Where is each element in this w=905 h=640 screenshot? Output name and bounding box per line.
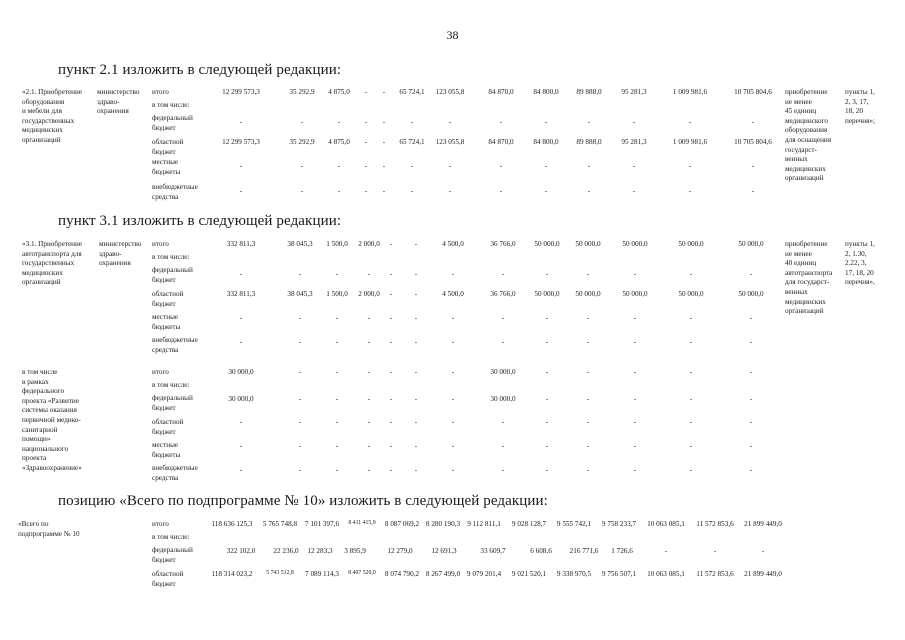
blockproj-obl-6: - [451, 418, 455, 426]
blockvsego-fed-7: 6 608,6 [530, 547, 552, 555]
row-label-fed: федеральный бюджет [152, 114, 193, 132]
blockproj-fed-5: - [414, 395, 418, 403]
blockproj-obl-7: - [501, 418, 505, 426]
block31-mest-8: - [545, 314, 549, 322]
block31-mest-5: - [414, 314, 418, 322]
block31-mest-2: - [335, 314, 339, 322]
block31-mest-1: - [298, 314, 302, 322]
page-number: 38 [446, 28, 459, 42]
block21-obl-11: 1 009 981,6 [672, 138, 708, 146]
block21-mest-9: - [587, 162, 591, 170]
block21-mest-7: - [499, 162, 503, 170]
blockproj-obl-10: - [633, 418, 637, 426]
row-label-vneb: внебюджетные средства [152, 183, 198, 201]
blockproj-mest-9: - [586, 442, 590, 450]
block31-fed-7: - [501, 270, 505, 278]
block31-fed-9: - [586, 270, 590, 278]
row-label-itogo: итого [152, 240, 169, 248]
blockvsego-itogo-7: 9 028 128,7 [511, 520, 547, 528]
blockproj-fed-8: - [545, 395, 549, 403]
block31-result: приобретение не менее 40 единиц автотранспорта для государст- венных медицинских организаций [785, 240, 833, 316]
block31-obl-8: 50 000,0 [534, 290, 560, 298]
row-label-vtom: в том числе: [152, 101, 190, 109]
blockproj-itogo-11: - [689, 368, 693, 376]
blockproj-vneb-9: - [586, 466, 590, 474]
block31-vneb-4: - [389, 338, 393, 346]
block21-vneb-4: - [382, 187, 386, 195]
block21-itogo-11: 1 009 981,6 [672, 88, 708, 96]
block21-fed-9: - [587, 118, 591, 126]
block31-vneb-12: - [749, 338, 753, 346]
row-label-fed: федеральный бюджет [152, 394, 193, 412]
block31-itogo-5: - [414, 240, 418, 248]
blockproj-obl-11: - [689, 418, 693, 426]
block31-itogo-3: 2 000,0 [358, 240, 380, 248]
blockproj-mest-6: - [451, 442, 455, 450]
block31-itogo-1: 38 045,3 [287, 240, 313, 248]
block21-mest-5: - [410, 162, 414, 170]
block21-mest-2: - [337, 162, 341, 170]
blockvsego-itogo-1: 5 765 748,8 [262, 520, 298, 528]
block21-itogo-6: 123 055,8 [435, 88, 465, 96]
block31-itogo-7: 36 766,0 [490, 240, 516, 248]
block31-mest-4: - [389, 314, 393, 322]
row-label-vtom: в том числе: [152, 533, 190, 541]
block31-vneb-0: - [239, 338, 243, 346]
block21-vneb-10: - [632, 187, 636, 195]
blockproj-itogo-7: 30 000,0 [490, 368, 516, 376]
block31-vneb-9: - [586, 338, 590, 346]
blockvsego-itogo-8: 9 555 742,1 [556, 520, 592, 528]
blockvsego-itogo-2: 7 101 397,6 [304, 520, 340, 528]
block21-mest-8: - [544, 162, 548, 170]
block31-fed-1: - [298, 270, 302, 278]
block21-vneb-5: - [410, 187, 414, 195]
block21-itogo-8: 84 800,0 [533, 88, 559, 96]
blockvsego-itogo-0: 118 636 125,3 [211, 520, 253, 528]
block21-itogo-12: 10 705 804,6 [734, 88, 772, 96]
block21-fed-10: - [632, 118, 636, 126]
blockproj-mest-2: - [335, 442, 339, 450]
block21-fed-7: - [499, 118, 503, 126]
blockvsego-name: «Всего по подпрограмме № 10 [18, 520, 80, 538]
block21-mest-11: - [688, 162, 692, 170]
blockproj-fed-2: - [335, 395, 339, 403]
blockproj-fed-6: - [451, 395, 455, 403]
heading-punkt-2-1: пункт 2.1 изложить в следующей редакции: [58, 62, 342, 78]
blockproj-itogo-10: - [633, 368, 637, 376]
block21-obl-4: - [382, 138, 386, 146]
blockproj-itogo-4: - [389, 368, 393, 376]
block21-itogo-2: 4 875,0 [328, 88, 350, 96]
blockvsego-fed-11: - [713, 547, 717, 555]
block21-mest-12: - [751, 162, 755, 170]
blockproj-obl-5: - [414, 418, 418, 426]
block21-fed-6: - [448, 118, 452, 126]
block21-mest-6: - [448, 162, 452, 170]
blockproj-vneb-6: - [451, 466, 455, 474]
row-label-itogo: итого [152, 88, 169, 96]
block31-obl-7: 36 766,0 [490, 290, 516, 298]
block31-obl-6: 4 500,0 [442, 290, 464, 298]
block21-obl-2: 4 875,0 [328, 138, 350, 146]
block21-fed-12: - [751, 118, 755, 126]
block21-mest-4: - [382, 162, 386, 170]
blockvsego-obl-6: 9 079 201,4 [466, 570, 502, 578]
block31-obl-4: - [389, 290, 393, 298]
blockproj-name: в том числе в рамках федерального проекта «Развитие системы оказания первичной медико- санитарной помощи» национального проекта «Здравоохранение» [22, 368, 82, 472]
block31-itogo-11: 50 000,0 [678, 240, 704, 248]
blockproj-vneb-3: - [367, 466, 371, 474]
block31-fed-2: - [335, 270, 339, 278]
block31-mest-3: - [367, 314, 371, 322]
blockvsego-fed-6: 33 609,7 [480, 547, 506, 555]
block21-fed-5: - [410, 118, 414, 126]
blockproj-obl-1: - [298, 418, 302, 426]
block31-fed-6: - [451, 270, 455, 278]
block21-obl-9: 89 888,0 [576, 138, 602, 146]
block21-vneb-7: - [499, 187, 503, 195]
block21-itogo-5: 65 724,1 [399, 88, 425, 96]
blockvsego-obl-1: 5 743 512,8 [266, 570, 294, 576]
blockproj-itogo-1: - [298, 368, 302, 376]
blockvsego-fed-1: 22 236,0 [273, 547, 299, 555]
blockproj-itogo-2: - [335, 368, 339, 376]
block31-vneb-2: - [335, 338, 339, 346]
blockproj-fed-1: - [298, 395, 302, 403]
row-label-mest: местные бюджеты [152, 158, 181, 176]
blockvsego-fed-8: 216 771,6 [569, 547, 599, 555]
block31-fed-11: - [689, 270, 693, 278]
blockvsego-fed-12: - [761, 547, 765, 555]
blockproj-vneb-0: - [239, 466, 243, 474]
blockvsego-obl-8: 9 338 970,5 [556, 570, 592, 578]
block21-obl-7: 84 870,0 [488, 138, 514, 146]
block31-obl-5: - [414, 290, 418, 298]
row-label-obl: областной бюджет [152, 570, 184, 588]
row-label-obl: областной бюджет [152, 138, 184, 156]
block31-vneb-1: - [298, 338, 302, 346]
block31-obl-2: 1 500,0 [326, 290, 348, 298]
row-label-itogo: итого [152, 520, 169, 528]
blockvsego-obl-12: 21 899 449,0 [744, 570, 782, 578]
blockvsego-itogo-9: 9 758 233,7 [601, 520, 637, 528]
block21-itogo-4: - [382, 88, 386, 96]
blockproj-fed-0: 30 000,0 [228, 395, 254, 403]
blockproj-obl-9: - [586, 418, 590, 426]
block21-vneb-3: - [364, 187, 368, 195]
block21-fed-0: - [239, 118, 243, 126]
blockproj-mest-4: - [389, 442, 393, 450]
block31-obl-0: 332 811,3 [226, 290, 256, 298]
block31-itogo-0: 332 811,3 [226, 240, 256, 248]
block31-obl-9: 50 000,0 [575, 290, 601, 298]
blockvsego-fed-5: 12 691,3 [431, 547, 457, 555]
block21-executor: министерство здраво- охранения [97, 88, 140, 116]
blockproj-mest-0: - [239, 442, 243, 450]
blockvsego-itogo-11: 11 572 853,6 [696, 520, 734, 528]
blockvsego-obl-0: 118 314 023,2 [211, 570, 253, 578]
row-label-vtom: в том числе: [152, 381, 190, 389]
blockproj-vneb-10: - [633, 466, 637, 474]
block31-mest-9: - [586, 314, 590, 322]
heading-punkt-3-1: пункт 3.1 изложить в следующей редакции: [58, 213, 342, 229]
blockvsego-itogo-6: 9 112 811,1 [467, 520, 501, 528]
block21-fed-11: - [688, 118, 692, 126]
row-label-vneb: внебюджетные средства [152, 464, 198, 482]
row-label-obl: областной бюджет [152, 290, 184, 308]
row-label-fed: федеральный бюджет [152, 546, 193, 564]
block31-mest-11: - [689, 314, 693, 322]
block31-obl-10: 50 000,0 [622, 290, 648, 298]
blockvsego-fed-9: 1 726,6 [611, 547, 633, 555]
block21-obl-6: 123 055,8 [435, 138, 465, 146]
block31-executor: министерство здраво- охранения [99, 240, 142, 268]
blockproj-itogo-3: - [367, 368, 371, 376]
blockvsego-obl-11: 11 572 853,6 [696, 570, 734, 578]
block21-itogo-3: - [364, 88, 368, 96]
block31-itogo-4: - [389, 240, 393, 248]
blockproj-itogo-5: - [414, 368, 418, 376]
blockvsego-itogo-4: 8 087 069,2 [384, 520, 420, 528]
block21-vneb-9: - [587, 187, 591, 195]
blockproj-mest-11: - [689, 442, 693, 450]
block31-itogo-10: 50 000,0 [622, 240, 648, 248]
block31-mest-0: - [239, 314, 243, 322]
block31-fed-12: - [749, 270, 753, 278]
block21-result: приобретение не менее 45 единиц медицинского оборудования для оснащения государст- венных медицинских организаций [785, 88, 832, 183]
block21-vneb-2: - [337, 187, 341, 195]
block31-itogo-6: 4 500,0 [442, 240, 464, 248]
blockproj-obl-4: - [389, 418, 393, 426]
block21-vneb-8: - [544, 187, 548, 195]
blockproj-obl-2: - [335, 418, 339, 426]
blockproj-fed-4: - [389, 395, 393, 403]
block21-vneb-0: - [239, 187, 243, 195]
blockproj-fed-9: - [586, 395, 590, 403]
block31-obl-12: 50 000,0 [738, 290, 764, 298]
blockproj-obl-12: - [749, 418, 753, 426]
blockvsego-fed-0: 322 102,0 [226, 547, 256, 555]
blockproj-vneb-4: - [389, 466, 393, 474]
block21-itogo-0: 12 299 573,3 [222, 88, 260, 96]
blockvsego-obl-4: 8 074 790,2 [384, 570, 420, 578]
block31-itogo-8: 50 000,0 [534, 240, 560, 248]
block31-fed-4: - [389, 270, 393, 278]
block21-fed-8: - [544, 118, 548, 126]
block31-vneb-8: - [545, 338, 549, 346]
blockproj-itogo-12: - [749, 368, 753, 376]
blockproj-mest-12: - [749, 442, 753, 450]
block31-mest-7: - [501, 314, 505, 322]
block21-fed-1: - [300, 118, 304, 126]
blockproj-obl-8: - [545, 418, 549, 426]
blockvsego-fed-10: - [664, 547, 668, 555]
blockproj-obl-0: - [239, 418, 243, 426]
block21-itogo-10: 95 281,3 [621, 88, 647, 96]
block31-obl-11: 50 000,0 [678, 290, 704, 298]
blockproj-vneb-2: - [335, 466, 339, 474]
block31-vneb-7: - [501, 338, 505, 346]
block31-fed-0: - [239, 270, 243, 278]
blockproj-vneb-5: - [414, 466, 418, 474]
row-label-vneb: внебюджетные средства [152, 336, 198, 354]
blockvsego-obl-10: 10 063 085,1 [647, 570, 685, 578]
blockvsego-obl-5: 8 267 499,0 [425, 570, 461, 578]
block21-itogo-7: 84 870,0 [488, 88, 514, 96]
block21-itogo-9: 89 888,0 [576, 88, 602, 96]
block31-vneb-3: - [367, 338, 371, 346]
blockproj-fed-12: - [749, 395, 753, 403]
blockproj-vneb-1: - [298, 466, 302, 474]
blockproj-itogo-0: 30 000,0 [228, 368, 254, 376]
block21-mest-10: - [632, 162, 636, 170]
blockvsego-itogo-5: 8 280 190,3 [425, 520, 461, 528]
block21-obl-3: - [364, 138, 368, 146]
block31-fed-8: - [545, 270, 549, 278]
blockproj-vneb-8: - [545, 466, 549, 474]
block21-fed-3: - [364, 118, 368, 126]
block21-obl-10: 95 281,3 [621, 138, 647, 146]
block21-vneb-1: - [300, 187, 304, 195]
block21-fed-2: - [337, 118, 341, 126]
blockvsego-itogo-12: 21 899 449,0 [744, 520, 782, 528]
block31-fed-5: - [414, 270, 418, 278]
block31-mest-6: - [451, 314, 455, 322]
block21-vneb-12: - [751, 187, 755, 195]
block31-itogo-12: 50 000,0 [738, 240, 764, 248]
blockproj-mest-7: - [501, 442, 505, 450]
blockvsego-obl-3: 8 407 520,0 [348, 570, 376, 576]
block21-name: «2.1. Приобретение оборудования и мебели для государственных медицинских организаций [22, 88, 83, 144]
blockvsego-fed-3: 3 895,9 [344, 547, 366, 555]
block31-vneb-6: - [451, 338, 455, 346]
blockproj-mest-1: - [298, 442, 302, 450]
block31-obl-1: 38 045,3 [287, 290, 313, 298]
block31-obl-3: 2 000,0 [358, 290, 380, 298]
blockproj-vneb-11: - [689, 466, 693, 474]
blockproj-mest-10: - [633, 442, 637, 450]
block21-vneb-6: - [448, 187, 452, 195]
blockproj-fed-3: - [367, 395, 371, 403]
blockvsego-obl-7: 9 021 520,1 [511, 570, 547, 578]
blockproj-fed-7: 30 000,0 [490, 395, 516, 403]
block31-vneb-11: - [689, 338, 693, 346]
blockvsego-itogo-3: 8 411 415,9 [348, 520, 376, 526]
blockproj-itogo-8: - [545, 368, 549, 376]
block31-itogo-2: 1 500,0 [326, 240, 348, 248]
block21-obl-1: 35 292,9 [289, 138, 315, 146]
row-label-fed: федеральный бюджет [152, 266, 193, 284]
blockvsego-obl-2: 7 089 114,3 [305, 570, 339, 578]
blockproj-itogo-9: - [586, 368, 590, 376]
block21-obl-5: 65 724,1 [399, 138, 425, 146]
block21-fed-4: - [382, 118, 386, 126]
row-label-vtom: в том числе: [152, 253, 190, 261]
block31-points: пункты 1, 2, 1.30, 2.22, 3, 17, 18, 20 перечня», [845, 240, 875, 287]
block21-mest-0: - [239, 162, 243, 170]
blockvsego-itogo-10: 10 063 085,1 [647, 520, 685, 528]
block21-points: пункты 1, 2, 3, 17, 18, 20 перечня»; [845, 88, 875, 125]
block31-fed-3: - [367, 270, 371, 278]
block21-obl-8: 84 800,0 [533, 138, 559, 146]
block21-obl-12: 10 705 804,6 [734, 138, 772, 146]
block31-itogo-9: 50 000,0 [575, 240, 601, 248]
blockproj-fed-10: - [633, 395, 637, 403]
row-label-mest: местные бюджеты [152, 441, 181, 459]
row-label-obl: областной бюджет [152, 418, 184, 436]
blockvsego-obl-9: 9 756 507,1 [601, 570, 637, 578]
block31-mest-10: - [633, 314, 637, 322]
block21-mest-3: - [364, 162, 368, 170]
row-label-mest: местные бюджеты [152, 313, 181, 331]
blockproj-mest-3: - [367, 442, 371, 450]
block31-vneb-5: - [414, 338, 418, 346]
row-label-itogo: итого [152, 368, 169, 376]
block31-vneb-10: - [633, 338, 637, 346]
block21-itogo-1: 35 292,9 [289, 88, 315, 96]
block21-vneb-11: - [688, 187, 692, 195]
block31-mest-12: - [749, 314, 753, 322]
blockproj-obl-3: - [367, 418, 371, 426]
blockproj-itogo-6: - [451, 368, 455, 376]
blockproj-fed-11: - [689, 395, 693, 403]
block31-fed-10: - [633, 270, 637, 278]
blockproj-mest-5: - [414, 442, 418, 450]
blockproj-mest-8: - [545, 442, 549, 450]
block31-name: «3.1. Приобретение автотранспорта для государственных медицинских организаций [22, 240, 83, 287]
block21-mest-1: - [300, 162, 304, 170]
blockproj-vneb-7: - [501, 466, 505, 474]
blockvsego-fed-2: 12 283,3 [307, 547, 333, 555]
blockproj-vneb-12: - [749, 466, 753, 474]
blockvsego-fed-4: 12 279,0 [387, 547, 413, 555]
heading-vsego: позицию «Всего по подпрограмме № 10» изложить в следующей редакции: [58, 493, 548, 509]
block21-obl-0: 12 299 573,3 [222, 138, 260, 146]
